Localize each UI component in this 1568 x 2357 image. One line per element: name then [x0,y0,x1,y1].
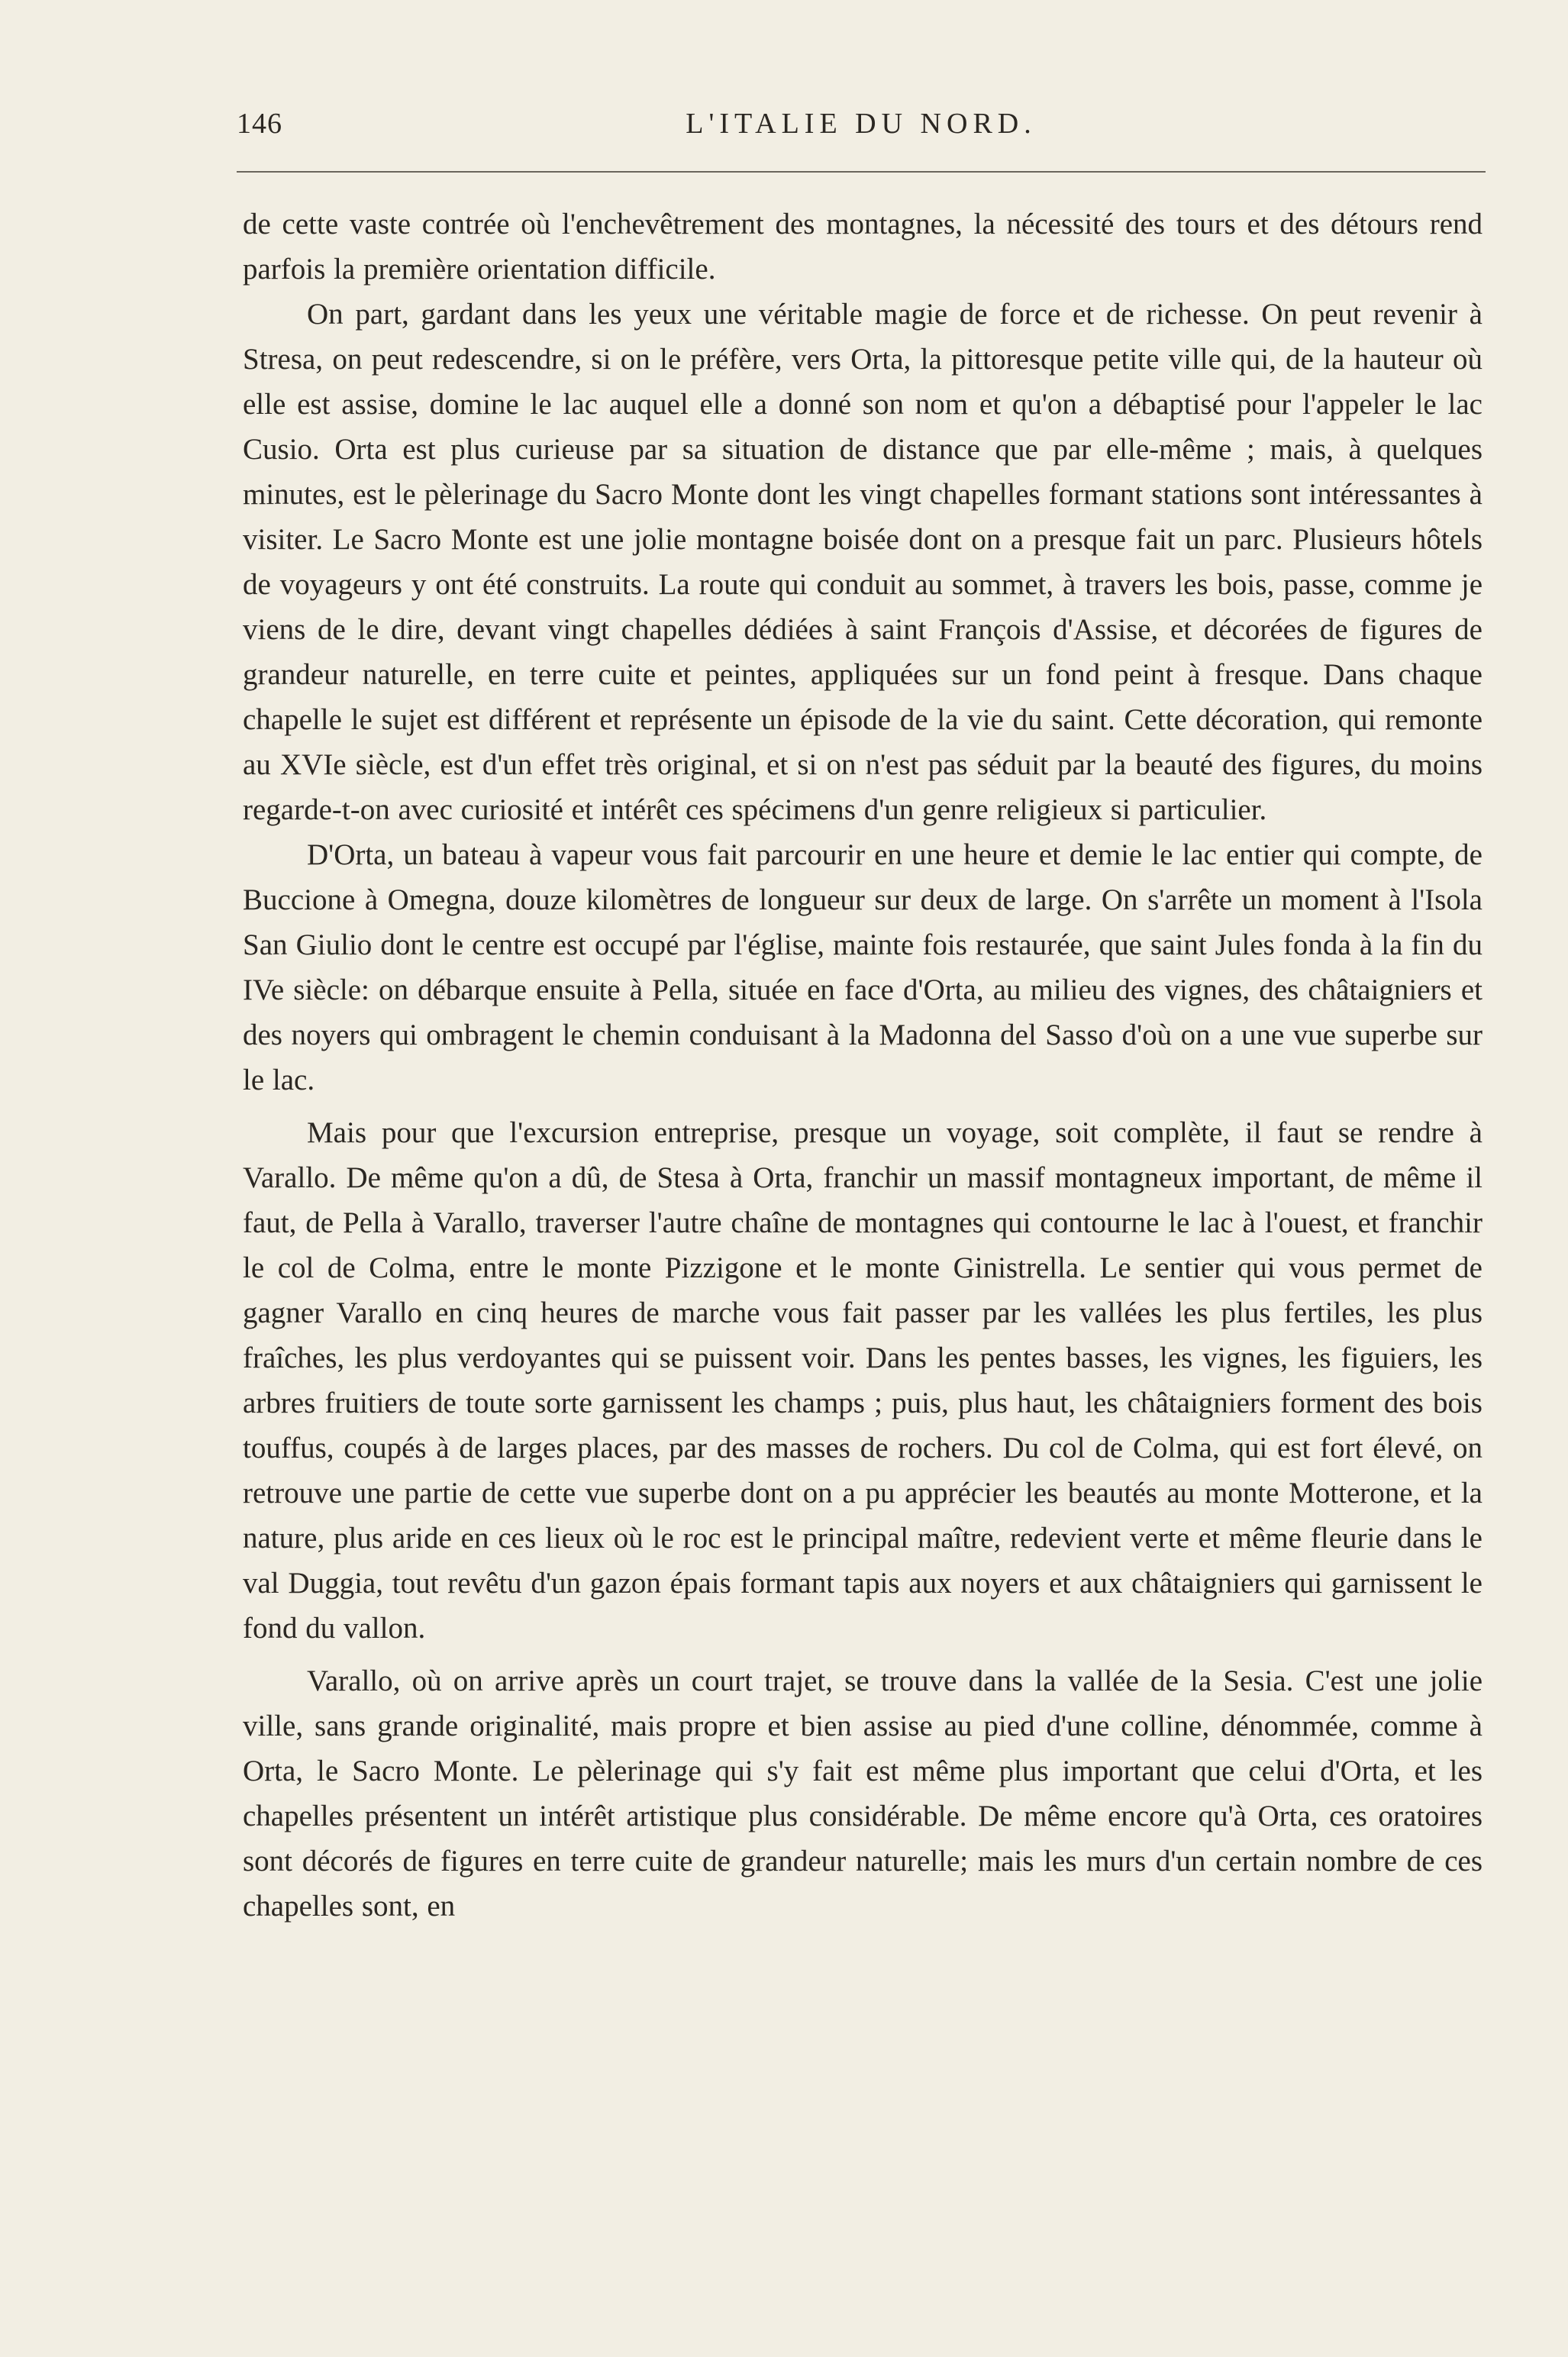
paragraph-1: de cette vaste contrée où l'enchevêtrement des montagnes, la nécessité des tours et des détours rend parfois la première orientation difficile. [243,208,1483,286]
page-header [237,107,1486,145]
paragraph-4: Mais pour que l'excursion entreprise, presque un voyage, soit complète, il faut se rendre à Varallo. De même qu'on a dû, de Stesa à Orta, franchir un massif montagneux important, de même il faut, de Pella à Varallo, traverser l'autre chaîne de montagnes qui contourne le lac à l'ouest, et franchir le col de Colma, entre le monte Pizzigone et le monte Ginistrella. Le sentier qui vous permet de gagner Varallo en cinq heures de marche vous fait passer par les vallées les plus fertiles, les plus fraîches, les plus verdoyantes qui se puissent voir. Dans les pentes basses, les vignes, les figuiers, les arbres fruitiers de toute sorte garnissent les champs ; puis, plus haut, les châtaigniers forment des bois touffus, coupés à de larges places, par des masses de rochers. Du col de Colma, qui est fort élevé, on retrouve une partie de cette vue superbe dont on a pu apprécier les beautés au monte Motterone, et la nature, plus aride en ces lieux où le roc est le principal maître, redevient verte et même fleurie dans le val Duggia, tout revêtu d'un gazon épais formant tapis aux noyers et aux châtaigniers qui garnissent le fond du vallon. [243,1116,1483,1645]
running-title: L'ITALIE DU NORD. [686,108,1037,140]
page-number: 146 [237,108,282,140]
paragraph-2: On part, gardant dans les yeux une véritable magie de force et de richesse. On peut revenir à Stresa, on peut redescendre, si on le préfère, vers Orta, la pittoresque petite ville qui, de la hauteur où elle est assise, domine le lac auquel elle a donné son nom et qu'on a débaptisé pour l'appeler le lac Cusio. Orta est plus curieuse par sa situation de distance que par elle-même ; mais, à quelques minutes, est le pèlerinage du Sacro Monte dont les vingt chapelles formant stations sont intéressantes à visiter. Le Sacro Monte est une jolie montagne boisée dont on a presque fait un parc. Plusieurs hôtels de voyageurs y ont été construits. La route qui conduit au sommet, à travers les bois, passe, comme je viens de le dire, devant vingt chapelles dédiées à saint François d'Assise, et décorées de figures de grandeur naturelle, en terre cuite et peintes, appliquées sur un fond peint à fresque. Dans chaque chapelle le sujet est différent et représente un épisode de la vie du saint. Cette décoration, qui remonte au XVIe siècle, est d'un effet très original, et si on n'est pas séduit par la beauté des figures, du moins regarde-t-on avec curiosité et intérêt ces spécimens d'un genre religieux si particulier. [243,298,1483,826]
paragraph-3: D'Orta, un bateau à vapeur vous fait parcourir en une heure et demie le lac entier qui compte, de Buccione à Omegna, douze kilomètres de longueur sur deux de large. On s'arrête un moment à l'Isola San Giulio dont le centre est occupé par l'église, mainte fois restaurée, que saint Jules fonda à la fin du IVe siècle: on débarque ensuite à Pella, située en face d'Orta, au milieu des vignes, des châtaigniers et des noyers qui ombragent le chemin conduisant à la Madonna del Sasso d'où on a une vue superbe sur le lac. [243,838,1483,1096]
paragraph-5: Varallo, où on arrive après un court trajet, se trouve dans la vallée de la Sesia. C'est une jolie ville, sans grande originalité, mais propre et bien assise au pied d'une colline, dénommée, comme à Orta, le Sacro Monte. Le pèlerinage qui s'y fait est même plus important que celui d'Orta, et les chapelles présentent un intérêt artistique plus considérable. De même encore qu'à Orta, ces oratoires sont décorés de figures en terre cuite de grandeur naturelle; mais les murs d'un certain nombre de ces chapelles sont, en [243,1664,1483,1923]
header-rule [237,171,1486,173]
body-text [243,202,1483,1929]
